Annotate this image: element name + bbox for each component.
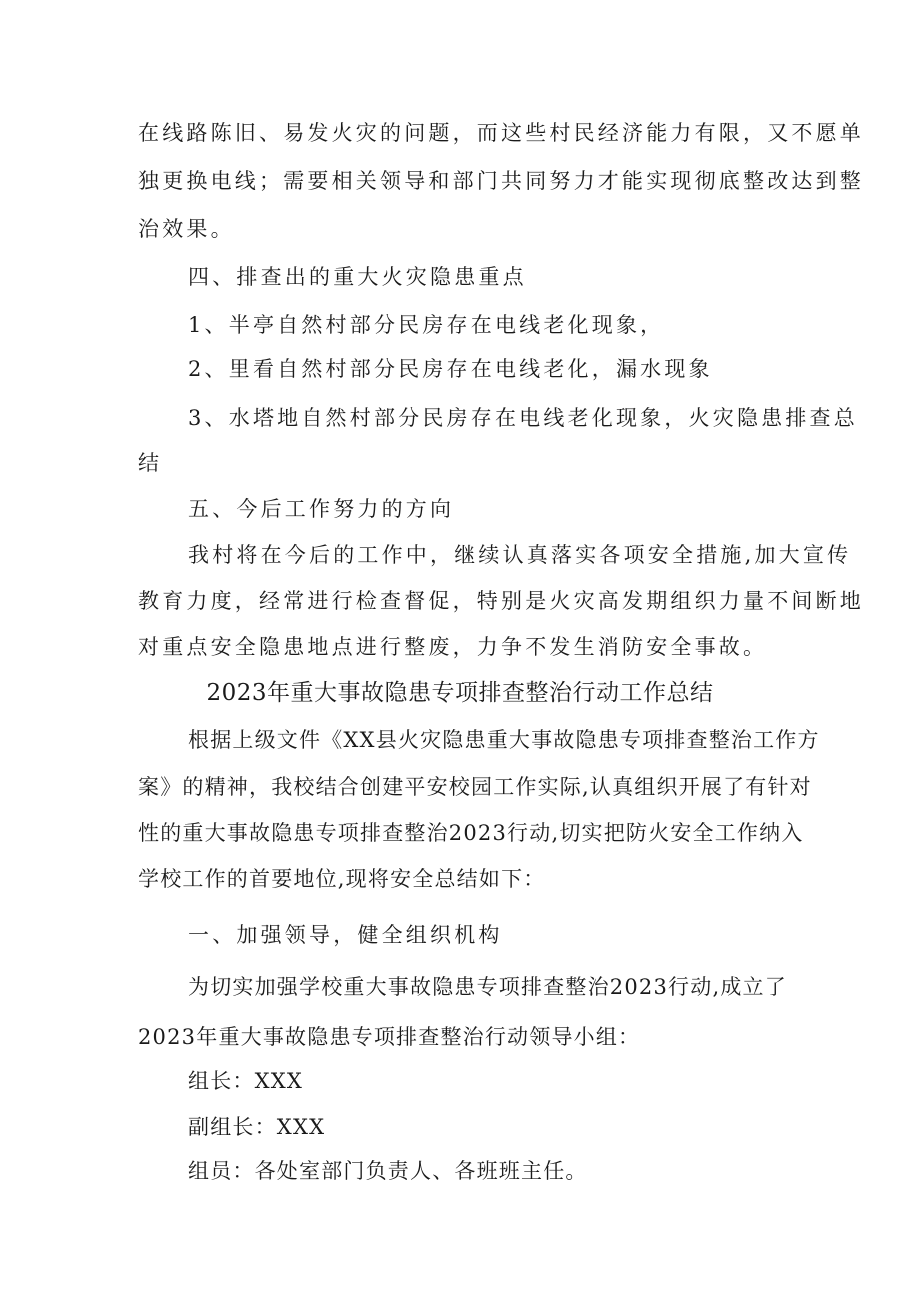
section-heading: 四、排查出的重大火灾隐患重点 — [188, 265, 527, 289]
members-line: 组员：各处室部门负责人、各班班主任。 — [188, 1159, 588, 1183]
paragraph-line: 教育力度，经常进行检查督促，特别是火灾高发期组织力量不间断地 — [138, 589, 864, 613]
list-item-continuation: 结 — [138, 451, 163, 475]
paragraph-line: 2023年重大事故隐患专项排查整治行动领导小组： — [138, 1025, 641, 1049]
list-item: 1、半亭自然村部分民房存在电线老化现象， — [188, 313, 665, 337]
paragraph-line: 在线路陈旧、易发火灾的问题，而这些村民经济能力有限，又不愿单 — [138, 121, 864, 145]
paragraph-line: 学校工作的首要地位,现将安全总结如下： — [138, 867, 546, 891]
section-heading: 五、今后工作努力的方向 — [188, 497, 455, 521]
leader-line: 组长：XXX — [188, 1069, 304, 1093]
list-item: 3、水塔地自然村部分民房存在电线老化现象，火灾隐患排查总 — [188, 406, 858, 430]
deputy-line: 副组长：XXX — [188, 1115, 326, 1139]
paragraph-line: 我村将在今后的工作中，继续认真落实各项安全措施,加大宣传 — [188, 543, 852, 567]
paragraph-line: 案》的精神，我校结合创建平安校园工作实际,认真组织开展了有针对 — [138, 775, 812, 799]
paragraph-line: 治效果。 — [138, 217, 235, 241]
document-title: 2023年重大事故隐患专项排查整治行动工作总结 — [206, 680, 714, 706]
list-item: 2、里看自然村部分民房存在电线老化，漏水现象 — [188, 357, 713, 381]
section-heading: 一、加强领导，健全组织机构 — [188, 923, 503, 947]
paragraph-line: 性的重大事故隐患专项排查整治2023行动,切实把防火安全工作纳入 — [138, 821, 804, 845]
paragraph-line: 独更换电线；需要相关领导和部门共同努力才能实现彻底整改达到整 — [138, 169, 864, 193]
paragraph-line: 根据上级文件《XX县火灾隐患重大事故隐患专项排查整治工作方 — [188, 728, 820, 752]
paragraph-line: 为切实加强学校重大事故隐患专项排查整治2023行动,成立了 — [188, 975, 787, 999]
paragraph-line: 对重点安全隐患地点进行整废，力争不发生消防安全事故。 — [138, 635, 768, 659]
